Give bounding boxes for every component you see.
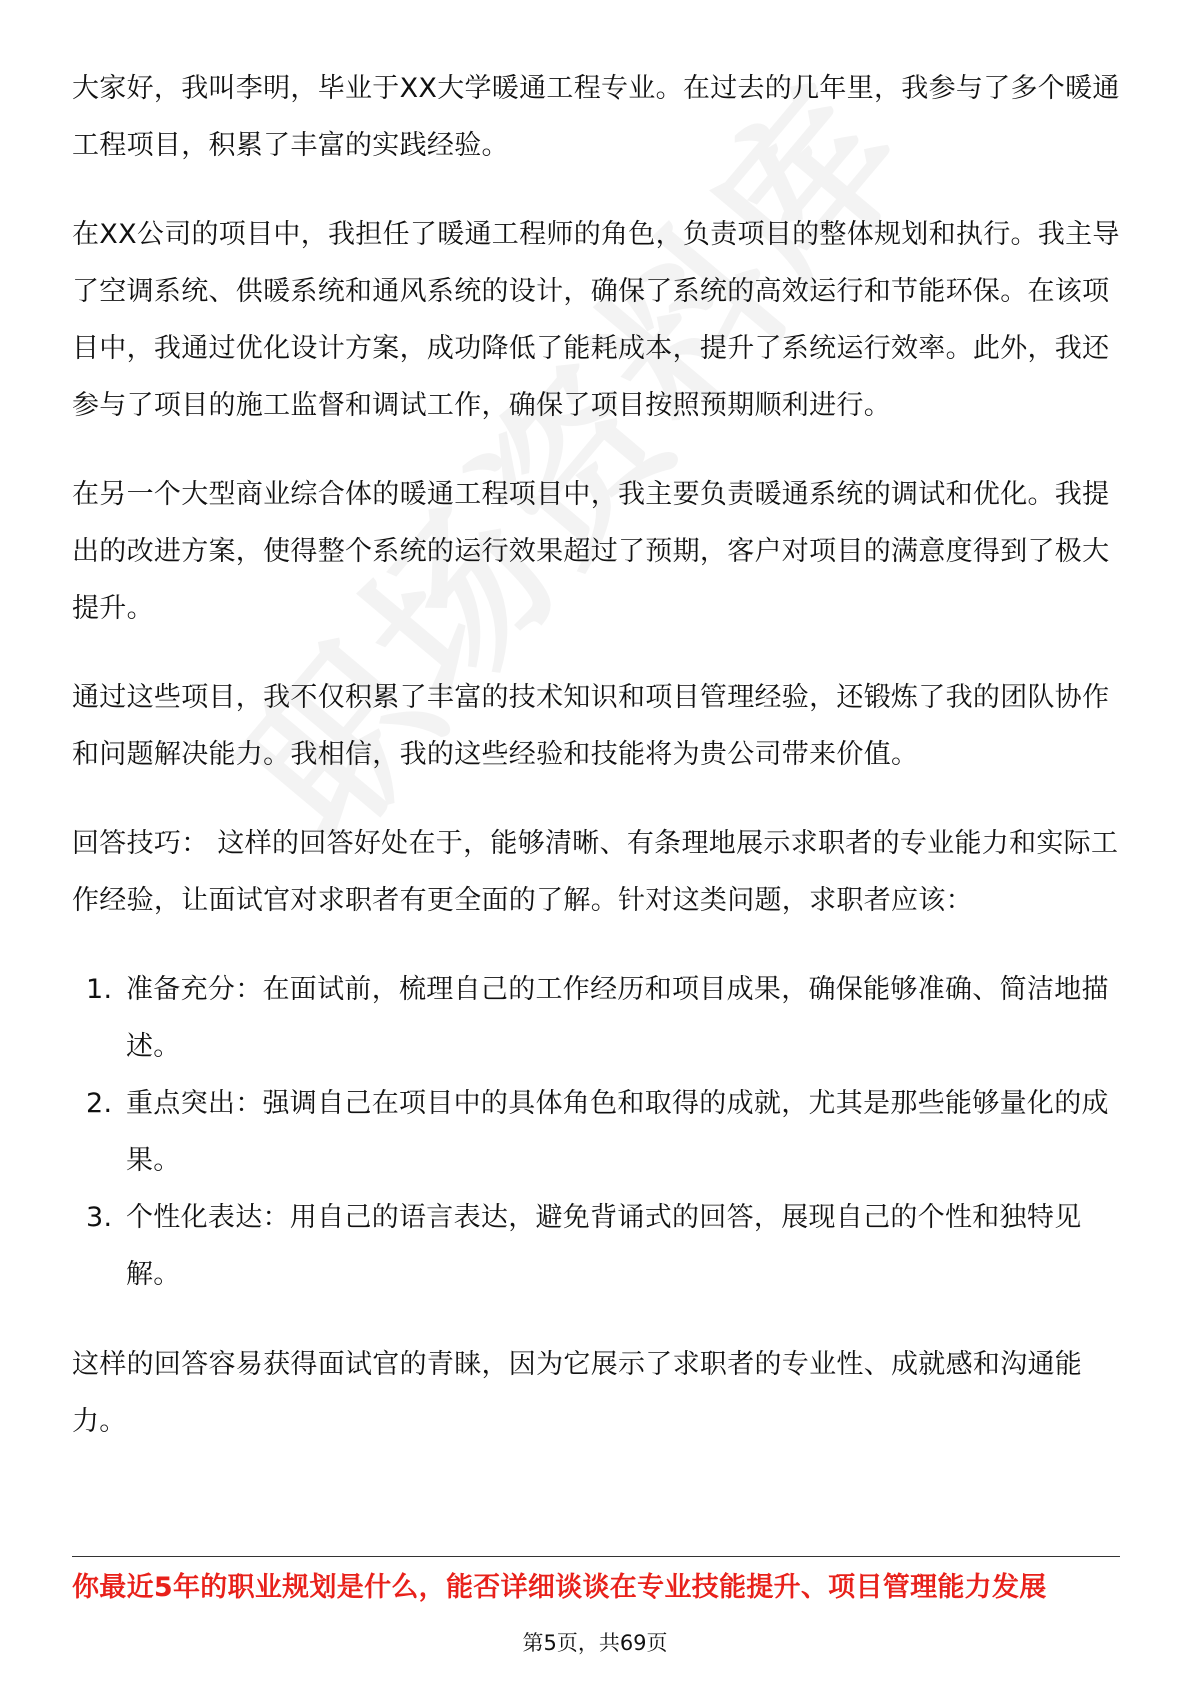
list-item-text: 重点突出：强调自己在项目中的具体角色和取得的成就，尤其是那些能够量化的成果。 — [126, 1088, 1109, 1176]
answer-tips-paragraph: 回答技巧： 这样的回答好处在于，能够清晰、有条理地展示求职者的专业能力和实际工作经验，让面试官对求职者有更全面的了解。针对这类问题，求职者应该： — [72, 828, 1119, 916]
closing-paragraph: 这样的回答容易获得面试官的青睐，因为它展示了求职者的专业性、成就感和沟通能力。 — [72, 1349, 1083, 1437]
summary-paragraph: 通过这些项目，我不仅积累了丰富的技术知识和项目管理经验，还锻炼了我的团队协作和问题解决能力。我相信，我的这些经验和技能将为贵公司带来价值。 — [72, 682, 1110, 770]
section-divider — [72, 1556, 1120, 1557]
list-item — [72, 1189, 1120, 1303]
list-number: 1. — [86, 974, 113, 1005]
intro-paragraph: 大家好，我叫李明，毕业于XX大学暖通工程专业。在过去的几年里，我参与了多个暖通工程项目，积累了丰富的实践经验。 — [72, 73, 1120, 161]
list-item — [72, 961, 1120, 1075]
list-item — [72, 1075, 1120, 1189]
list-item-text: 准备充分：在面试前，梳理自己的工作经历和项目成果，确保能够准确、简洁地描述。 — [126, 974, 1109, 1062]
project-paragraph-2: 在另一个大型商业综合体的暖通工程项目中，我主要负责暖通系统的调试和优化。我提出的改进方案，使得整个系统的运行效果超过了预期，客户对项目的满意度得到了极大提升。 — [72, 479, 1110, 624]
list-number: 3. — [86, 1202, 113, 1233]
tips-list — [72, 961, 1120, 1303]
list-number: 2. — [86, 1088, 113, 1119]
list-item-text: 个性化表达：用自己的语言表达，避免背诵式的回答，展现自己的个性和独特见解。 — [126, 1202, 1082, 1290]
document-body — [72, 60, 1120, 1482]
project-paragraph-1: 在XX公司的项目中，我担任了暖通工程师的角色，负责项目的整体规划和执行。我主导了空调系统、供暖系统和通风系统的设计，确保了系统的高效运行和节能环保。在该项目中，我通过优化设计方案，成功降低了能耗成本，提升了系统运行效率。此外，我还参与了项目的施工监督和调试工作，确保了项目按照预期顺利进行。 — [72, 219, 1120, 421]
next-question-heading: 你最近5年的职业规划是什么，能否详细谈谈在专业技能提升、项目管理能力发展 — [72, 1572, 1047, 1603]
page-number: 第5页，共69页 — [522, 1631, 668, 1655]
